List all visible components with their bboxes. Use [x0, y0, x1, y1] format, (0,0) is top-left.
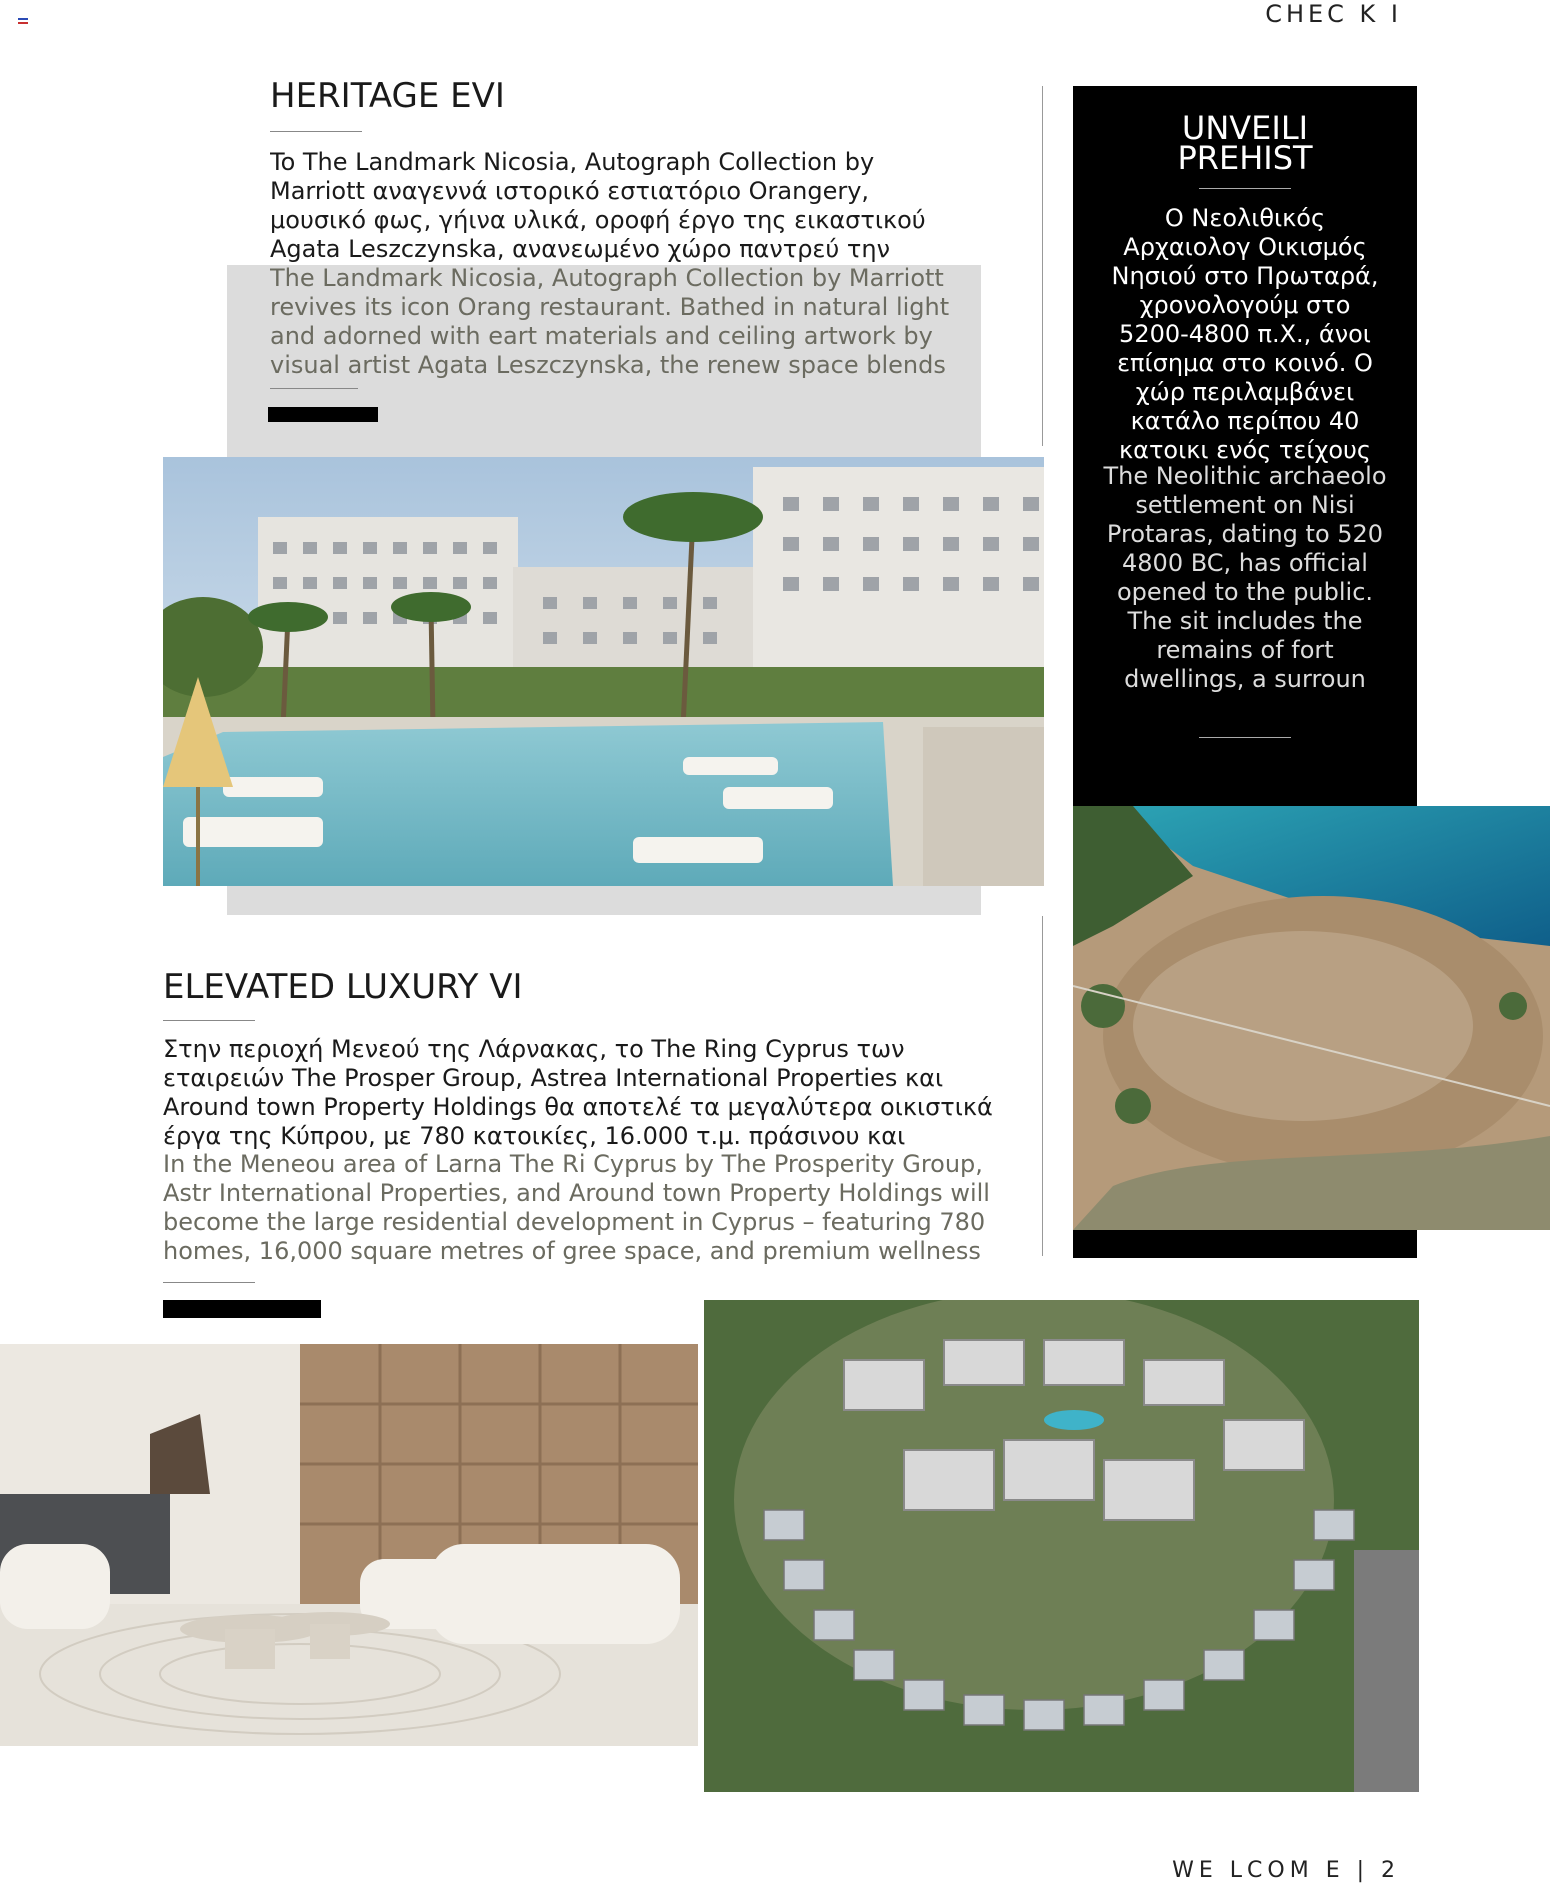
- hotel-pool-photo: [163, 457, 1044, 886]
- luxury-end-rule: [163, 1282, 255, 1283]
- heritage-redacted-bar: [268, 407, 378, 422]
- prehistory-panel: [1073, 86, 1417, 806]
- corner-mark-icon: [18, 18, 28, 26]
- luxury-english-text: In the Meneou area of Larna The Ri Cyprus by The Prosperity Group, Astr International Properties, and Around town Property Holdings will become the large residential development in Cyprus – featuring 780 homes, 16,000 square metres of gree space, and premium wellness: [163, 1150, 990, 1265]
- luxury-title-rule: [163, 1020, 255, 1021]
- page-footer: WE LCOM E | 2: [1172, 1858, 1400, 1883]
- prehistory-english-text: The Neolithic archaeolo settlement on Nisi Protaras, dating to 520 4800 BC, has official opened to the public. The sit includes the remains of fort dwellings, a surroun: [1103, 462, 1387, 693]
- column-divider-top: [1042, 86, 1043, 446]
- heritage-title: HERITAGE EVI: [270, 76, 505, 116]
- prehistory-end-rule: [1199, 737, 1291, 738]
- heritage-end-rule: [270, 388, 358, 389]
- prehistory-greek-text: Ο Νεολιθικός Αρχαιολογ Οικισμός Νησιού στο Πρωταρά, χρονολογούμ στο 5200-4800 π.Χ., άνοι επίσημα στο κοινό. Ο χώρ περιλαμβάνει κατάλο περίπου 40 κατοικι ενός τείχους: [1111, 204, 1379, 464]
- aerial-residential-complex-photo: [704, 1300, 1419, 1792]
- heritage-title-rule: [270, 131, 362, 132]
- heritage-greek-text: To The Landmark Nicosia, Autograph Collection by Marriott αναγεννά ιστορικό εστιατόριο Orangery, μουσικό φως, γήινα υλικά, οροφή έργο της εικαστικού Agata Leszczynska, ανανεωμένο χώρο παντρεύ την: [270, 148, 926, 263]
- prehistory-title-line1: UNVEILI: [1181, 109, 1309, 147]
- prehistory-caption-bar: [1073, 1230, 1417, 1258]
- prehistory-title-rule: [1199, 188, 1291, 189]
- archaeological-site-photo: [1073, 806, 1550, 1230]
- luxury-redacted-bar: [163, 1300, 321, 1318]
- living-room-photo: [0, 1344, 698, 1746]
- heritage-english-text: The Landmark Nicosia, Autograph Collection by Marriott revives its icon Orang restaurant. Bathed in natural light and adorned with eart materials and ceiling artwork by visual artist Agata Leszczynska, the renew space blends: [270, 264, 950, 379]
- prehistory-title-line2: PREHIST: [1177, 139, 1313, 177]
- luxury-title: ELEVATED LUXURY VI: [163, 967, 523, 1007]
- luxury-greek-text: Στην περιοχή Μενεού της Λάρνακας, το The Ring Cyprus των εταιρειών The Prosper Group, Astrea International Properties και Around town Property Holdings θα αποτελέ τα μεγαλύτερα οικιστικά έργα της Κύπρου, με 780 κατοικίες, 16.000 τ.μ. πράσινου και: [163, 1035, 993, 1150]
- page-header: CHEC K I: [1265, 0, 1402, 28]
- column-divider-bottom: [1042, 916, 1043, 1256]
